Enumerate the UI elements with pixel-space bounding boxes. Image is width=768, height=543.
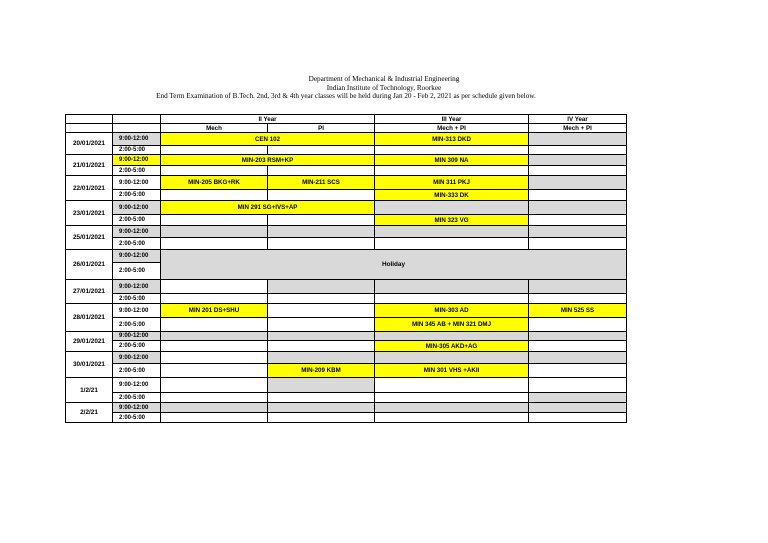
table-row [66, 155, 627, 166]
slot-cell: 9:00-12:00 [113, 155, 161, 166]
slot-cell: 2:00-5:00 [113, 294, 161, 304]
table-row [66, 304, 627, 318]
empty-cell [268, 378, 375, 393]
table-row [66, 215, 627, 226]
exam-cell: MIN-305 AKD+AG [375, 341, 529, 352]
exam-cell: MIN-333 DK [375, 190, 529, 201]
empty-cell [268, 190, 375, 201]
date-cell: 26/01/2021 [66, 250, 113, 280]
header-blank [113, 124, 161, 133]
empty-cell [268, 280, 375, 294]
empty-cell [529, 332, 627, 341]
empty-cell [529, 133, 627, 146]
slot-cell: 2:00-5:00 [113, 393, 161, 403]
exam-cell: MIN 201 DS+SHU [161, 304, 268, 318]
empty-cell [529, 215, 627, 226]
empty-cell [268, 352, 375, 364]
empty-cell [161, 318, 268, 332]
table-row [66, 190, 627, 201]
empty-cell [529, 294, 627, 304]
empty-cell [375, 403, 529, 413]
empty-cell [529, 146, 627, 155]
date-cell: 30/01/2021 [66, 352, 113, 378]
header-mech-pi-3: Mech + PI [375, 124, 529, 133]
slot-cell: 2:00-5:00 [113, 190, 161, 201]
header-year4: IV Year [529, 115, 627, 124]
date-cell: 28/01/2021 [66, 304, 113, 332]
empty-cell [529, 201, 627, 215]
header-blank [66, 115, 113, 124]
empty-cell [529, 190, 627, 201]
empty-cell [529, 226, 627, 238]
date-cell: 2/2/21 [66, 403, 113, 423]
slot-cell: 9:00-12:00 [113, 304, 161, 318]
empty-cell [529, 166, 627, 176]
exam-cell: MIN 323 VG [375, 215, 529, 226]
slot-cell: 9:00-12:00 [113, 332, 161, 341]
page-header [0, 75, 768, 101]
exam-cell: MIN-211 SCS [268, 176, 375, 190]
slot-cell: 2:00-5:00 [113, 238, 161, 250]
header-blank [66, 124, 113, 133]
empty-cell [268, 294, 375, 304]
slot-cell: 9:00-12:00 [113, 378, 161, 393]
slot-cell: 9:00-12:00 [113, 352, 161, 364]
header-pi: PI [268, 124, 375, 133]
slot-cell: 2:00-5:00 [113, 413, 161, 423]
exam-cell: MIN-205 BKG+RK [161, 176, 268, 190]
table-row [66, 341, 627, 352]
empty-cell [268, 318, 375, 332]
empty-cell [268, 215, 375, 226]
empty-cell [529, 393, 627, 403]
table-row [66, 403, 627, 413]
slot-cell: 9:00-12:00 [113, 280, 161, 294]
empty-cell [268, 226, 375, 238]
empty-cell [161, 226, 268, 238]
empty-cell [375, 280, 529, 294]
slot-cell: 2:00-5:00 [113, 146, 161, 155]
exam-cell: MIN 291 SG+IVS+AP [161, 201, 375, 215]
empty-cell [529, 280, 627, 294]
department-title: Department of Mechanical & Industrial Engineering [308, 75, 460, 83]
empty-cell [161, 378, 268, 393]
exam-cell: MIN 311 PKJ [375, 176, 529, 190]
empty-cell [529, 352, 627, 364]
empty-cell [161, 413, 268, 423]
date-cell: 21/01/2021 [66, 155, 113, 176]
table-row [66, 166, 627, 176]
institute-title: Indian Institute of Technology, Roorkee [326, 83, 442, 92]
table-row [66, 250, 627, 263]
exam-cell: CEN 102 [161, 133, 375, 146]
slot-cell: 2:00-5:00 [113, 166, 161, 176]
table-row [66, 238, 627, 250]
empty-cell [529, 176, 627, 190]
empty-cell [268, 304, 375, 318]
table-row [66, 413, 627, 423]
empty-cell [375, 166, 529, 176]
empty-cell [161, 364, 268, 378]
empty-cell [161, 146, 268, 155]
empty-cell [529, 341, 627, 352]
table-row [66, 146, 627, 155]
empty-cell [375, 332, 529, 341]
exam-cell: MIN 525 SS [529, 304, 627, 318]
empty-cell [161, 341, 268, 352]
empty-cell [375, 146, 529, 155]
table-row [66, 364, 627, 378]
table-row [66, 226, 627, 238]
exam-schedule-table [65, 114, 627, 423]
slot-cell: 9:00-12:00 [113, 133, 161, 146]
date-cell: 1/2/21 [66, 378, 113, 403]
exam-cell: MIN 345 AB + MIN 321 DMJ [375, 318, 529, 332]
header-mech: Mech [161, 124, 268, 133]
empty-cell [375, 393, 529, 403]
header-year2: II Year [161, 115, 375, 124]
empty-cell [375, 352, 529, 364]
exam-cell: MIN-203 RSM+KP [161, 155, 375, 166]
empty-cell [529, 238, 627, 250]
date-cell: 22/01/2021 [66, 176, 113, 201]
empty-cell [161, 280, 268, 294]
table-row [66, 352, 627, 364]
empty-cell [529, 364, 627, 378]
empty-cell [268, 166, 375, 176]
table-row [66, 393, 627, 403]
exam-cell: MIN 301 VHS +AKII [375, 364, 529, 378]
empty-cell [161, 215, 268, 226]
table-subheader-row [66, 124, 627, 133]
date-cell: 25/01/2021 [66, 226, 113, 250]
table-row [66, 133, 627, 146]
slot-cell: 9:00-12:00 [113, 226, 161, 238]
table-row [66, 176, 627, 190]
empty-cell [161, 403, 268, 413]
exam-announcement: End Term Examination of B.Tech. 2nd, 3rd & 4th year classes will be held during Jan 20 - Feb 2, 2021 as per schedule given below. [156, 92, 536, 101]
empty-cell [529, 318, 627, 332]
empty-cell [375, 413, 529, 423]
slot-cell: 2:00-5:00 [113, 215, 161, 226]
table-row [66, 294, 627, 304]
table-row [66, 201, 627, 215]
date-cell: 23/01/2021 [66, 201, 113, 226]
table-row [66, 378, 627, 393]
empty-cell [161, 166, 268, 176]
empty-cell [268, 403, 375, 413]
empty-cell [375, 378, 529, 393]
date-cell: 29/01/2021 [66, 332, 113, 352]
table-header-row [66, 115, 627, 124]
empty-cell [268, 413, 375, 423]
header-mech-pi-4: Mech + PI [529, 124, 627, 133]
empty-cell [161, 332, 268, 341]
holiday-cell: Holiday [161, 250, 627, 280]
empty-cell [161, 352, 268, 364]
empty-cell [268, 393, 375, 403]
table-row [66, 318, 627, 332]
slot-cell: 9:00-12:00 [113, 403, 161, 413]
empty-cell [375, 226, 529, 238]
empty-cell [268, 146, 375, 155]
empty-cell [529, 413, 627, 423]
empty-cell [375, 294, 529, 304]
date-cell: 27/01/2021 [66, 280, 113, 304]
empty-cell [529, 378, 627, 393]
exam-cell: MIN 309 NA [375, 155, 529, 166]
exam-cell: MIN-313 DKD [375, 133, 529, 146]
empty-cell [268, 341, 375, 352]
slot-cell: 2:00-5:00 [113, 364, 161, 378]
date-cell: 20/01/2021 [66, 133, 113, 155]
slot-cell: 9:00-12:00 [113, 176, 161, 190]
empty-cell [268, 238, 375, 250]
empty-cell [375, 238, 529, 250]
slot-cell: 2:00-5:00 [113, 263, 161, 280]
exam-cell: MIN-303 AD [375, 304, 529, 318]
header-year3: III Year [375, 115, 529, 124]
empty-cell [529, 403, 627, 413]
table-row [66, 280, 627, 294]
table-row [66, 332, 627, 341]
empty-cell [268, 332, 375, 341]
slot-cell: 9:00-12:00 [113, 250, 161, 263]
slot-cell: 2:00-5:00 [113, 341, 161, 352]
empty-cell [161, 393, 268, 403]
empty-cell [161, 190, 268, 201]
empty-cell [375, 201, 529, 215]
empty-cell [161, 238, 268, 250]
empty-cell [529, 155, 627, 166]
slot-cell: 9:00-12:00 [113, 201, 161, 215]
header-blank [113, 115, 161, 124]
exam-cell: MIN-209 KBM [268, 364, 375, 378]
empty-cell [161, 294, 268, 304]
slot-cell: 2:00-5:00 [113, 318, 161, 332]
